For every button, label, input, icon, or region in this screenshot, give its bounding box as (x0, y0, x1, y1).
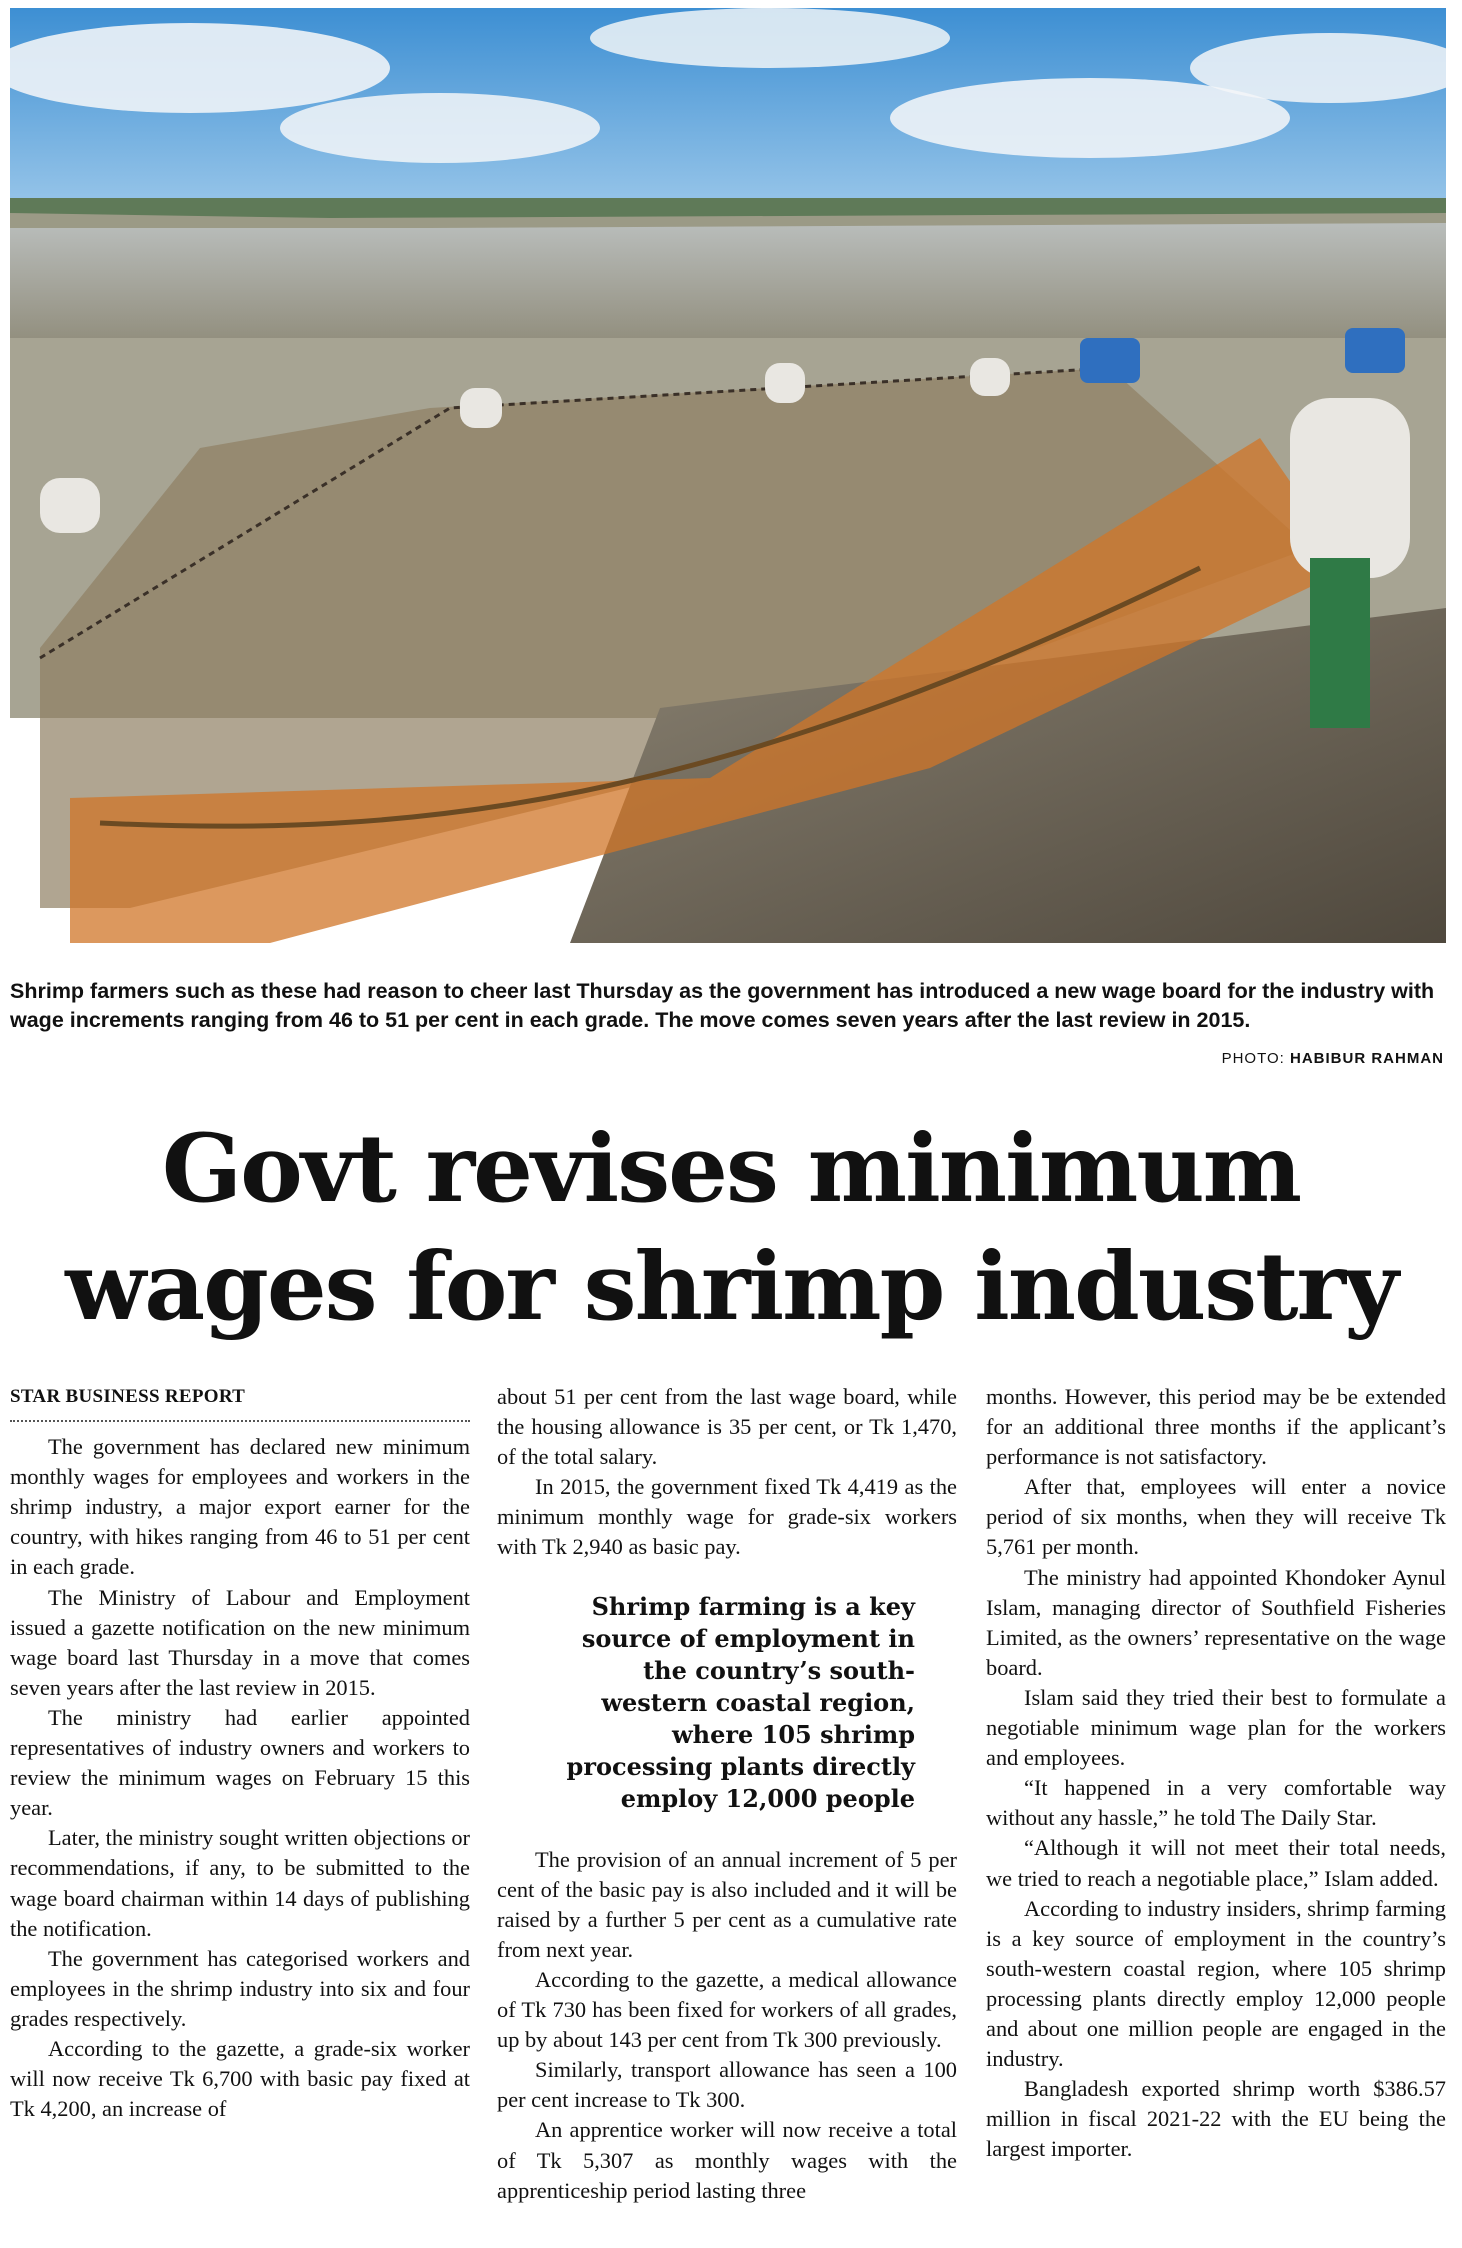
paragraph: After that, employees will enter a novice period of six months, when they will receive Tk 5,761 per month. (986, 1474, 1446, 1560)
paragraph: According to the gazette, a grade-six worker will now receive Tk 6,700 with basic pay fixed at Tk 4,200, an increase of (10, 2035, 470, 2122)
paragraph: According to the gazette, a medical allowance of Tk 730 has been fixed for workers of all grades, up by about 143 per cent from Tk 300 previously. (497, 1966, 957, 2053)
paragraph: The Ministry of Labour and Employment issued a gazette notification on the new minimum wage board last Thursday in a move that comes seven years after the last review in 2015. (10, 1584, 470, 1700)
paragraph: According to industry insiders, shrimp farming is a key source of employment in the country’s south-western coastal region, where 105 shrimp processing plants directly employ 12,000 people and about one million people are engaged in the industry. (986, 1895, 1446, 2072)
paragraph: Later, the ministry sought written objections or recommendations, if any, to be submitted to the wage board chairman within 14 days of publishing the notification. (10, 1825, 470, 1941)
paragraph: The ministry had earlier appointed representatives of industry owners and workers to review the minimum wages on February 15 this year. (10, 1704, 470, 1821)
headline (0, 1110, 1462, 1346)
credit-name: HABIBUR RAHMAN (1290, 1050, 1444, 1067)
headline-line-2: wages for shrimp industry (65, 1232, 1397, 1342)
paragraph: The government has categorised workers and employees in the shrimp industry into six and four grades respectively. (10, 1945, 470, 2031)
paragraph: “Although it will not meet their total needs, we tried to reach a negotiable place,” Islam added. (986, 1835, 1446, 1891)
paragraph: In 2015, the government fixed Tk 4,419 as the minimum monthly wage for grade-six workers with Tk 2,940 as basic pay. (497, 1474, 957, 1560)
article-column-3 (986, 1382, 1446, 2164)
photo-caption: Shrimp farmers such as these had reason to cheer last Thursday as the government has introduced a new wage board for the industry with wage increments ranging from 46 to 51 per cent in each grade. The move comes seven years after the last review in 2015. (10, 979, 1435, 1032)
paragraph: months. However, this period may be be extended for an additional three months if the applicant’s performance is not satisfactory. (986, 1384, 1446, 1470)
paragraph: “It happened in a very comfortable way without any hassle,” he told The Daily Star. (986, 1775, 1446, 1831)
paragraph: The ministry had appointed Khondoker Aynul Islam, managing director of Southfield Fisheries Limited, as the owners’ representative on the wage board. (986, 1564, 1446, 1680)
news-photo (10, 8, 1446, 943)
paragraph: An apprentice worker will now receive a total of Tk 5,307 as monthly wages with the apprenticeship period lasting three (497, 2117, 957, 2203)
photo-credit (1222, 1050, 1444, 1067)
paragraph: Bangladesh exported shrimp worth $386.57 million in fiscal 2021-22 with the EU being the largest importer. (986, 2076, 1446, 2162)
article-column-2 (497, 1382, 957, 2206)
credit-label: PHOTO: (1221, 1050, 1285, 1067)
paragraph: about 51 per cent from the last wage board, while the housing allowance is 35 per cent, or Tk 1,470, of the total salary. (497, 1384, 957, 1470)
paragraph: The government has declared new minimum monthly wages for employees and workers in the shrimp industry, a major export earner for the country, with hikes ranging from 46 to 51 per cent in each grade. (10, 1434, 470, 1580)
paragraph: Similarly, transport allowance has seen a 100 per cent increase to Tk 300. (497, 2057, 957, 2113)
paragraph: Islam said they tried their best to formulate a negotiable minimum wage plan for the workers and employees. (986, 1684, 1446, 1771)
byline: STAR BUSINESS REPORT (10, 1382, 470, 1422)
article-column-1 (10, 1382, 470, 2124)
paragraph: The provision of an annual increment of 5 per cent of the basic pay is also included and it will be raised by a further 5 per cent as a cumulative rate from next year. (497, 1846, 957, 1962)
pull-quote: Shrimp farming is a key source of employment in the country’s south-western coastal region, where 105 shrimp processing plants directly employ 12,000 people (566, 1591, 915, 1813)
shrimp-pond-photo (10, 8, 1446, 943)
headline-line-1: Govt revises minimum (161, 1114, 1301, 1224)
